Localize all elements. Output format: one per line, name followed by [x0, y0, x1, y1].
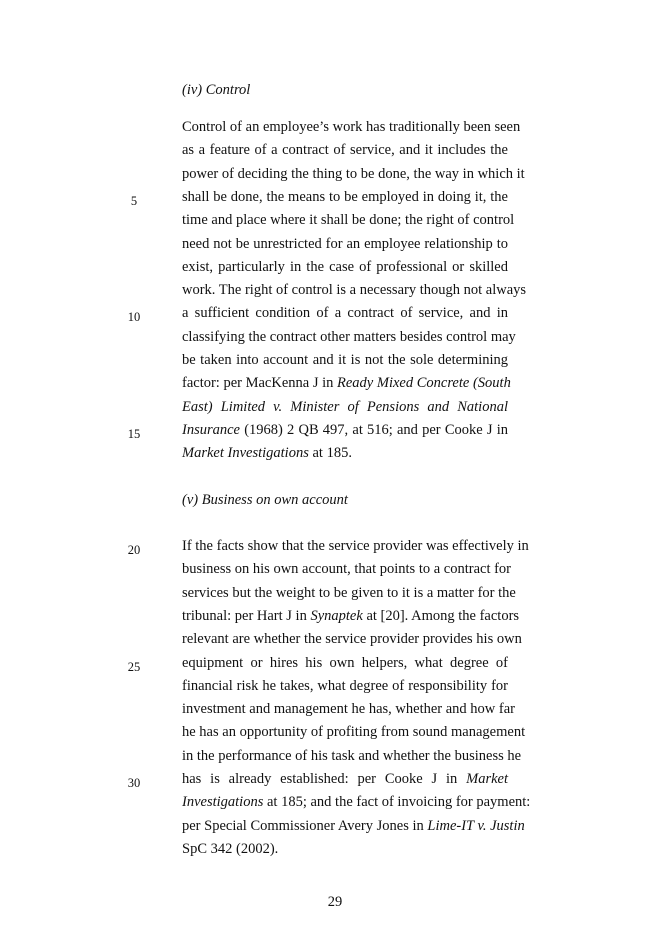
text-run: Control of an employee’s work has traditionally been seen: [182, 119, 521, 135]
text-run: services but the weight to be given to it is a matter for the: [182, 584, 516, 601]
control-line: [182, 188, 508, 206]
business-line: [182, 770, 508, 788]
text-run: need not be unrestricted for an employee relationship to: [182, 235, 508, 252]
line-number: 25: [127, 659, 141, 674]
italic-citation: East) Limited v. Minister of Pensions and National: [182, 398, 508, 415]
control-line: [182, 421, 508, 439]
text-run: as a feature of a contract of service, and it includes the: [182, 142, 508, 159]
business-line: [182, 560, 512, 578]
line-number: 30: [127, 776, 141, 790]
text-run: at 185.: [308, 445, 352, 462]
business-line: [182, 840, 508, 858]
page-number: 29: [327, 894, 343, 910]
heading-business: (v) Business on own account: [182, 492, 348, 508]
business-line: [182, 584, 516, 602]
text-run: shall be done, the means to be employed in doing it, the: [182, 188, 508, 205]
text-run: financial risk he takes, what degree of responsibility for: [182, 677, 508, 694]
text-run: per Special Commissioner Avery Jones in: [182, 817, 428, 834]
italic-citation: Lime-IT v. Justin: [427, 817, 525, 834]
text-run: in the performance of his task and whether the business he: [182, 747, 522, 764]
italic-citation: Insurance: [182, 421, 240, 438]
control-line: [182, 165, 525, 183]
text-run: has is already established: per Cooke J in: [182, 771, 467, 787]
text-run: exist, particularly in the case of professional or skilled: [182, 258, 508, 275]
text-run: (1968) 2 QB 497, at 516; and per Cooke J in: [240, 421, 508, 438]
line-number: 20: [127, 543, 141, 557]
control-line: [182, 118, 521, 136]
control-line: [182, 235, 508, 253]
text-run: be taken into account and it is not the sole determining: [182, 352, 508, 368]
text-run: work. The right of control is a necessary though not always: [182, 282, 527, 299]
text-run: he has an opportunity of profiting from sound management: [182, 724, 526, 741]
text-run: business on his own account, that points to a contract for: [182, 561, 512, 578]
text-run: factor: per MacKenna J in: [182, 375, 338, 392]
text-run: at [20]. Among the factors: [362, 607, 520, 624]
control-line: [182, 374, 511, 392]
business-line: [182, 700, 515, 718]
control-line: [182, 351, 508, 369]
text-run: If the facts show that the service provider was effectively in: [182, 538, 529, 554]
line-number: 5: [130, 193, 138, 208]
line-number: 15: [127, 426, 141, 441]
italic-citation: Ready Mixed Concrete (South: [337, 375, 511, 392]
italic-citation: Market Investigations: [182, 445, 309, 462]
heading-control: (iv) Control: [182, 82, 251, 98]
text-run: classifying the contract other matters besides control may: [182, 328, 516, 345]
control-line: [182, 211, 515, 229]
control-line: [182, 398, 508, 416]
business-line: [182, 817, 525, 835]
business-line: [182, 537, 529, 555]
text-run: power of deciding the thing to be done, the way in which it: [182, 165, 525, 182]
business-line: [182, 723, 526, 741]
business-line: [182, 793, 531, 811]
business-line: [182, 630, 522, 648]
text-run: tribunal: per Hart J in: [182, 607, 311, 624]
business-line: [182, 607, 520, 625]
control-line: [182, 258, 508, 276]
text-run: time and place where it shall be done; the right of control: [182, 212, 515, 229]
text-run: relevant are whether the service provider provides his own: [182, 631, 522, 648]
control-line: [182, 328, 516, 346]
control-line: [182, 444, 508, 462]
text-run: investment and management he has, whether and how far: [182, 701, 515, 718]
business-line: [182, 747, 522, 765]
italic-citation: Synaptek: [310, 607, 363, 624]
text-run: equipment or hires his own helpers, what degree of: [182, 654, 508, 671]
business-line: [182, 654, 508, 672]
text-run: at 185; and the fact of invoicing for payment:: [263, 794, 531, 811]
italic-citation: Investigations: [182, 794, 264, 811]
italic-citation: Market: [466, 771, 508, 787]
control-line: [182, 141, 508, 159]
control-line: [182, 304, 508, 322]
text-run: SpC 342 (2002).: [182, 840, 279, 857]
control-line: [182, 281, 527, 299]
business-line: [182, 677, 508, 695]
text-run: a sufficient condition of a contract of service, and in: [182, 305, 508, 322]
line-number: 10: [127, 310, 141, 325]
